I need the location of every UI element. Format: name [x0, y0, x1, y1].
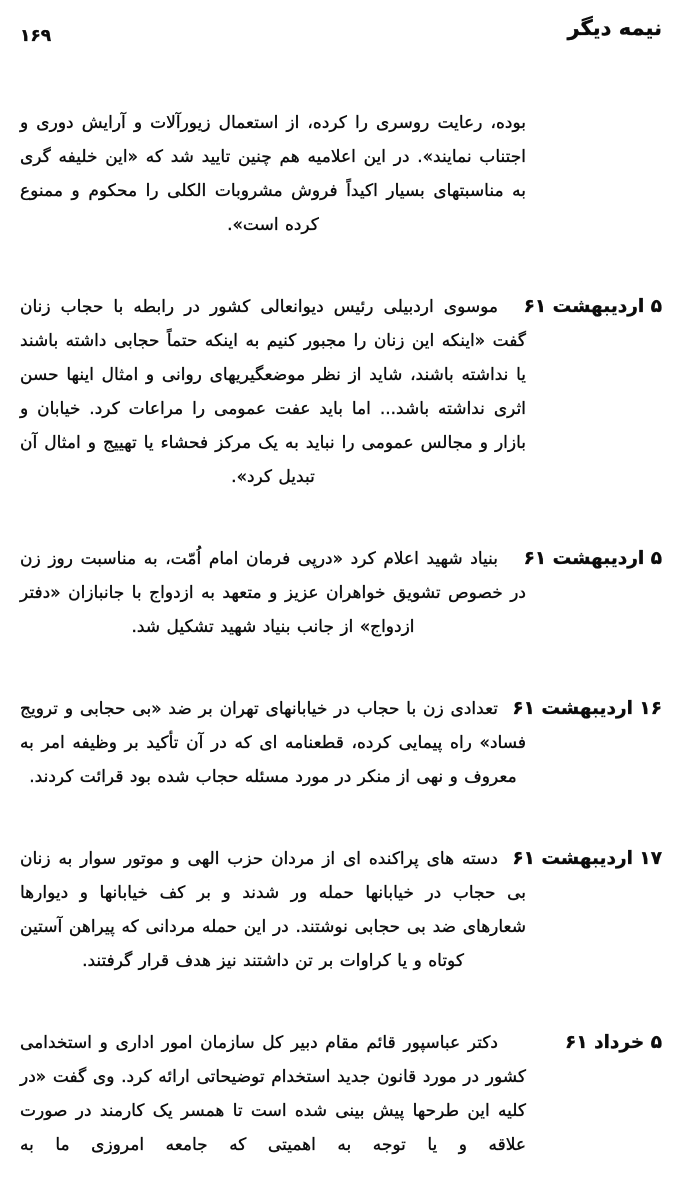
chronicle-entries — [20, 106, 662, 1162]
entry-text: دکتر عباسپور قائم مقام دبیر کل سازمان امور اداری و استخدامی کشور در مورد قانون جدید استخدام توضیحاتی ارائه کرد. وی گفت «در کلیه این طرحها پیش بینی شده است تا همسر یک کارمند در صورت علاقه و یا توجه به اهمیتی که جامعه امروزی ما به — [20, 1033, 526, 1155]
entry — [20, 542, 662, 644]
entry — [20, 106, 662, 242]
entry-text: تعدادی زن با حجاب در خیابانهای تهران بر ضد «بی حجابی و ترویج فساد» راه پیمایی کرده، قطعنامه ای که در آن تأکید بر وظیفه امر به معروف و نهی از منکر در مورد مسئله حجاب شده بود قرائت کردند. — [20, 699, 526, 787]
page-header — [20, 14, 662, 46]
entry-text: بنیاد شهید اعلام کرد «درپی فرمان امام اُمّت، به مناسبت روز زن در خصوص تشویق خواهران عزیز و متعهد به ازدواج با جانبازان «دفتر ازدواج» از جانب بنیاد شهید تشکیل شد. — [20, 549, 526, 637]
entry-date: ۱۶ اردیبهشت ۶۱ — [512, 698, 662, 719]
entry-text: بوده، رعایت روسری را کرده، از استعمال زیورآلات و آرایش دوری و اجتناب نمایند». در این اعلامیه هم چنین تایید شد که «این خلیفه گری به مناسبتهای بسیار اکیداً فروش مشروبات الکلی را محکوم و ممنوع کرده است». — [20, 113, 526, 235]
entry — [20, 692, 662, 794]
entry-text: موسوی اردبیلی رئیس دیوانعالی کشور در رابطه با حجاب زنان گفت «اینکه این زنان را مجبور کنیم به اینکه حتماً حجابی داشته باشند یا نداشته باشند، شاید از نظر موضعگیریهای روانی و امثال اینها حسن اثری نداشته باشد... اما باید عفت عمومی را مراعات کرد. خیابان و بازار و مجالس عمومی را نباید به یک مرکز فحشاء یا تهییج و امثال آن تبدیل کرد». — [20, 297, 526, 487]
page-number: ۱۶۹ — [20, 26, 52, 46]
entry-text: دسته های پراکنده ای از مردان حزب الهی و موتور سوار به زنان بی حجاب در خیابانها حمله ور شدند و بر کف خیابانها و دیوارها شعارهای ضد بی حجابی نوشتند. در این حمله مردانی که پیراهن آستین کوتاه و یا کراوات بر تن داشتند نیز هدف قرار گرفتند. — [20, 849, 526, 971]
entry — [20, 1026, 662, 1162]
entry-date: ۵ اردیبهشت ۶۱ — [523, 296, 662, 317]
entry — [20, 290, 662, 494]
entry-date: ۵ خرداد ۶۱ — [565, 1032, 662, 1053]
entry-date: ۱۷ اردیبهشت ۶۱ — [512, 848, 662, 869]
entry-date: ۵ اردیبهشت ۶۱ — [523, 548, 662, 569]
entry — [20, 842, 662, 978]
running-head-title: نیمه دیگر — [567, 16, 662, 40]
